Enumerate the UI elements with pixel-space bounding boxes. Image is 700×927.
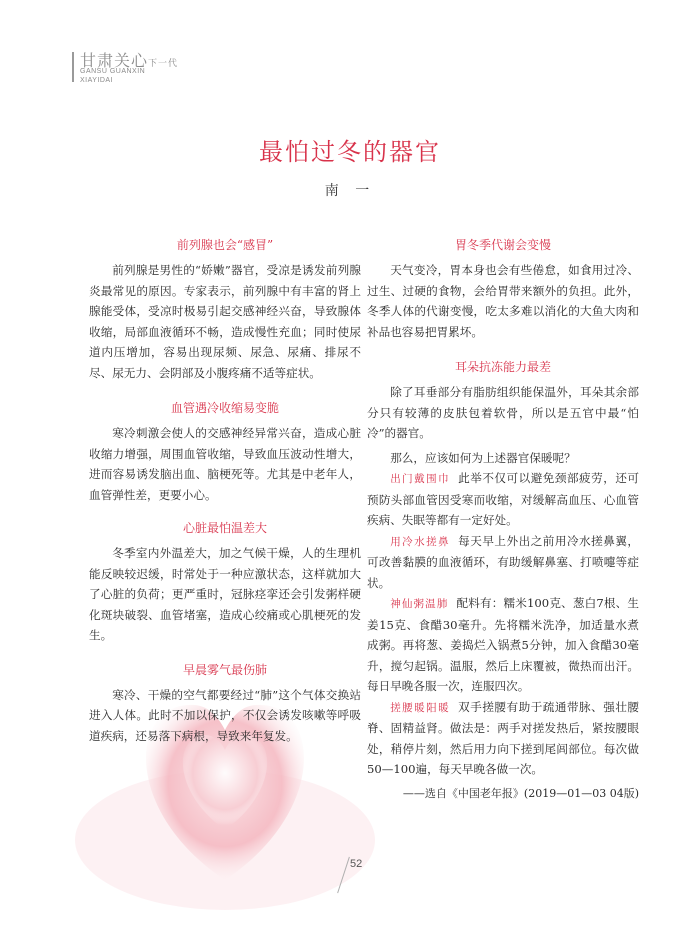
question-text: 那么，应该如何为上述器官保暖呢？ — [390, 450, 576, 465]
page-number: 52 — [350, 858, 363, 870]
section-title-heart: 心脏最怕温差大 — [182, 521, 267, 535]
logo-main-text: 甘肃关心 — [80, 51, 149, 70]
magazine-logo — [72, 48, 182, 90]
tip-scarf-body: 此举不仅可以避免颈部疲劳，还可预防头部血管因受寒而收缩，对缓解高血压、心血管疾病、失眠等都有一定好处。 — [367, 471, 639, 527]
logo-en-line2: XIAYIDAI — [80, 77, 114, 84]
section-body-lungs: 寒冷、干燥的空气都要经过“肺”这个气体交换站进入人体。此时不加以保护，不仅会诱发咳嗽等呼吸道疾病，还易落下病根，导致来年复发。 — [89, 687, 361, 743]
source-citation: ——选自《中国老年报》(2019—01—03 04版) — [402, 786, 639, 800]
tip-porridge-body: 配料有：糯米100克、葱白7根、生姜15克、食醋30毫升。先将糯米洗净，加适量水煮成粥。再将葱、姜捣烂入锅煮5分钟，加入食醋30毫升，搅匀起锅。温服，然后上床覆被，微热而出汗。每日早晚各服一次，连服四次。 — [367, 596, 639, 693]
article-title: 最怕过冬的器官 — [259, 138, 441, 166]
logo-divider — [72, 52, 74, 82]
tip-scarf-label: 出门戴围巾 — [390, 473, 451, 485]
tip-nose-label: 用冷水搓鼻 — [390, 535, 451, 548]
tip-nose-body: 每天早上外出之前用冷水搓鼻翼，可改善黏膜的血液循环，有助缓解鼻塞、打喷嚏等症状。 — [367, 533, 639, 590]
tip-porridge — [367, 593, 639, 697]
section-body-prostate: 前列腺是男性的“娇嫩”器官，受凉是诱发前列腺炎最常见的原因。专家表示，前列腺中有丰富的肾上腺能受体，受凉时极易引起交感神经兴奋，导致腺体收缩，局部血液循环不畅，造成慢性充血；同时使尿道内压增加，容易出现尿频、尿急、尿痛、排尿不尽、尿无力、会阴部及小腹疼痛不适等症状。 — [89, 263, 361, 380]
section-body-ears: 除了耳垂部分有脂肪组织能保温外，耳朵其余部分只有较薄的皮肤包着软骨，所以是五官中最“怕冷”的器官。 — [367, 385, 639, 440]
tip-scarf — [367, 468, 639, 531]
section-title-ears: 耳朵抗冻能力最差 — [454, 360, 551, 374]
section-body-vessels: 寒冷刺激会使人的交感神经异常兴奋，造成心脏收缩力增强，周围血管收缩，导致血压波动性增大，进而容易诱发脑出血、脑梗死等。尤其是中老年人，血管弹性差，更要小心。 — [89, 426, 361, 502]
tip-nose — [367, 531, 639, 594]
section-body-stomach: 天气变冷，胃本身也会有些倦怠，如食用过冷、过生、过硬的食物，会给胃带来额外的负担。此外，冬季人体的代谢变慢，吃太多难以消化的大鱼大肉和补品也容易把胃累坏。 — [367, 263, 639, 339]
section-title-lungs: 早晨雾气最伤肺 — [182, 662, 267, 677]
right-column — [367, 236, 639, 804]
section-body-heart: 冬季室内外温差大，加之气候干燥，人的生理机能反映较迟缓，时常处于一种应激状态，这样就加大了心脏的负荷；更严重时，冠脉痉挛还会引发粥样硬化斑块破裂、血管堵塞，造成心绞痛或心肌梗死的发生。 — [89, 546, 361, 642]
tip-waist-body: 双手搓腰有助于疏通带脉、强壮腰脊、固精益肾。做法是：两手对搓发热后，紧按腰眼处，稍停片刻，然后用力向下搓到尾闾部位。每次做50—100遍，每天早晚各做一次。 — [367, 699, 639, 776]
article-author: 南 一 — [324, 183, 376, 199]
tip-waist — [367, 697, 639, 780]
section-title-vessels: 血管遇冷收缩易变脆 — [170, 401, 279, 415]
section-title-stomach: 胃冬季代谢会变慢 — [454, 238, 551, 252]
tip-porridge-label: 神仙粥温肺 — [390, 598, 449, 610]
left-column — [89, 236, 361, 746]
logo-small-text: 下一代 — [148, 59, 179, 69]
logo-en-line1: GANSU GUANXIN — [80, 68, 146, 75]
tip-waist-label: 搓腰暖阳暖 — [390, 701, 451, 714]
section-title-prostate: 前列腺也会“感冒” — [176, 238, 274, 252]
